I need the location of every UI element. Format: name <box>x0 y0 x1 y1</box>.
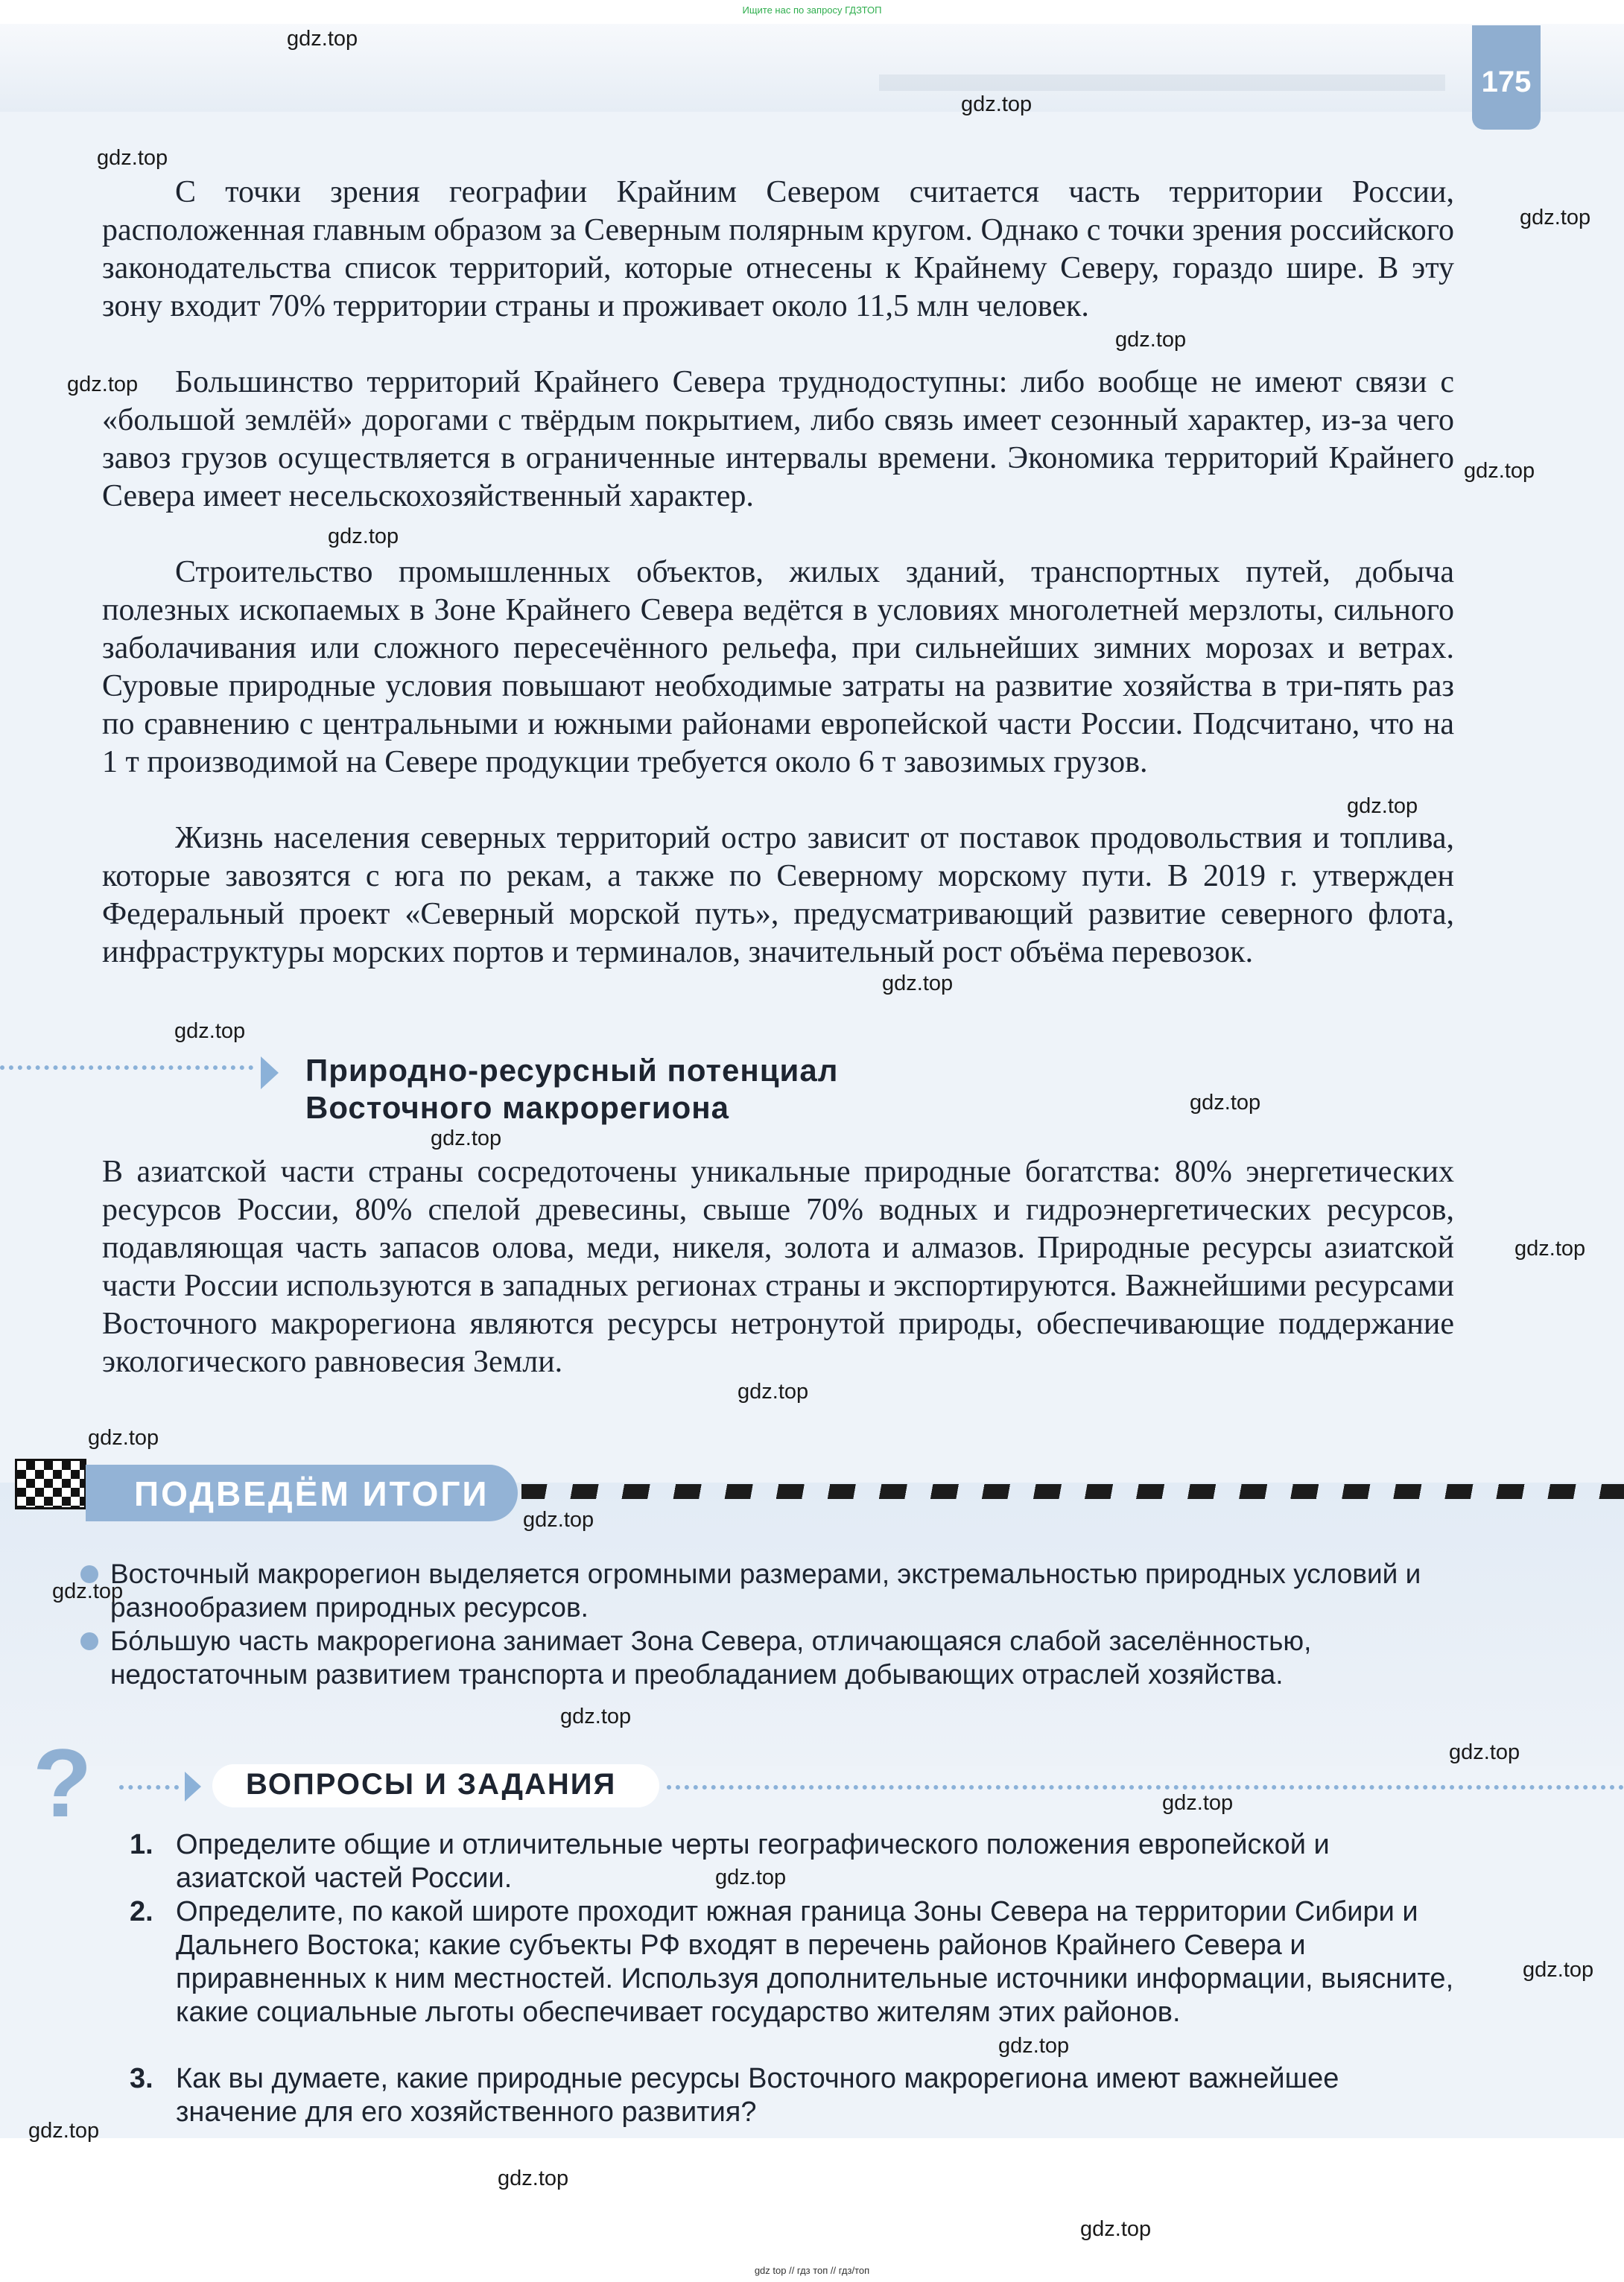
question-mark-icon: ? <box>33 1728 92 1837</box>
watermark: gdz.top <box>523 1508 594 1532</box>
watermark: gdz.top <box>1115 328 1187 352</box>
watermark: gdz.top <box>1514 1237 1586 1261</box>
question-text: Определите общие и отличительные черты географического положения европейской и азиатской частей России. <box>176 1829 1330 1894</box>
question-number: 3. <box>130 2063 153 2094</box>
paragraph-accessibility: Большинство территорий Крайнего Севера труднодоступны: либо вообще не имеют связи с «большой землёй» дорогами с твёрдым покрытием, либо связь имеет сезонный характер, из-за чего завоз грузов осуществляется в ограниченные интервалы времени. Экономика территорий Крайнего Севера имеет несельскохозяйственный характер. <box>102 365 1454 513</box>
question-item-2 <box>130 1895 1459 2029</box>
page-number-tab <box>1472 25 1541 130</box>
summary-dashed-line <box>521 1484 1624 1499</box>
question-item-3 <box>130 2062 1459 2129</box>
questions-dotted-line-right <box>667 1785 1624 1790</box>
section-arrow-icon <box>261 1056 279 1089</box>
paragraph-supply: Жизнь населения северных территорий остро зависит от поставок продовольствия и топлива, которые завозятся с юга по рекам, а также по Северному морскому пути. В 2019 г. утвержден Федеральный проект «Северный морской путь», предусматривающий развитие северного флота, инфраструктуры морских портов и терминалов, значительный рост объёма перевозок. <box>102 821 1454 969</box>
question-number: 1. <box>130 1829 153 1860</box>
summary-item: Восточный макрорегион выделяется огромными размерами, экстремальностью природных условий и разнообразием природных ресурсов. <box>110 1557 1451 1624</box>
watermark: gdz.top <box>67 373 139 396</box>
running-header <box>0 24 1624 112</box>
summary-title: ПОДВЕДЁМ ИТОГИ <box>134 1474 489 1513</box>
watermark: gdz.top <box>1523 1958 1594 1982</box>
top-banner: Ищите нас по запросу ГДЗТОП <box>742 4 882 16</box>
watermark: gdz.top <box>1080 2217 1152 2241</box>
question-item-1 <box>130 1828 1459 1895</box>
watermark: gdz.top <box>961 92 1033 116</box>
summary-item: Бо́льшую часть макрорегиона занимает Зона Севера, отличающаяся слабой заселённостью, недостаточным развитием транспорта и преобладанием добывающих отраслей хозяйства. <box>110 1624 1451 1691</box>
bullet-dot-icon <box>80 1632 98 1650</box>
watermark: gdz.top <box>1449 1740 1520 1764</box>
questions-dotted-line-left <box>119 1785 179 1790</box>
questions-title: ВОПРОСЫ И ЗАДАНИЯ <box>246 1768 617 1801</box>
watermark: gdz.top <box>52 1579 124 1603</box>
section-heading <box>305 1052 838 1126</box>
watermark: gdz.top <box>882 972 954 995</box>
section-heading-line1: Природно-ресурсный потенциал <box>305 1053 839 1088</box>
running-header-text <box>879 75 1445 91</box>
paragraph-construction: Строительство промышленных объектов, жилых зданий, транспортных путей, добыча полезных ископаемых в Зоне Крайнего Севера ведётся в условиях многолетней мерзлоты, сильного заболачивания или сложного пересечённого рельефа, при сильнейших зимних морозах и ветрах. Суровые природные условия повышают необходимые затраты на развитие хозяйства в три-пять раз по сравнению с центральными и южными районами европейской части России. Подсчитано, что на 1 т производимой на Севере продукции требуется около 6 т завозимых грузов. <box>102 555 1454 779</box>
question-number: 2. <box>130 1896 153 1927</box>
watermark: gdz.top <box>715 1866 787 1889</box>
watermark: gdz.top <box>1464 459 1535 483</box>
watermark: gdz.top <box>287 27 358 51</box>
watermark: gdz.top <box>1520 206 1591 229</box>
watermark: gdz.top <box>174 1019 246 1043</box>
watermark: gdz.top <box>97 146 168 170</box>
watermark: gdz.top <box>738 1380 809 1404</box>
paragraph-far-north-definition: С точки зрения географии Крайним Севером считается часть территории России, расположенная главным образом за Северным полярным кругом. Однако с точки зрения российского законодательства список территорий, которые отнесены к Крайнему Северу, гораздо шире. В эту зону входит 70% территории страны и проживает около 11,5 млн человек. <box>102 175 1454 323</box>
question-text: Определите, по какой широте проходит южная граница Зоны Севера на территории Сибири и Дальнего Востока; какие субъекты РФ входят в перечень районов Крайнего Севера и приравненных к ним местностей. Используя дополнительные источники информации, выясните, какие социальные льготы обеспечивает государство жителям этих районов. <box>176 1896 1454 2028</box>
paragraph-resources: В азиатской части страны сосредоточены уникальные природные богатства: 80% энергетических ресурсов России, 80% спелой древесины, свыше 70% водных и гидроэнергетических ресурсов, подавляющая часть запасов олова, меди, никеля, золота и алмазов. Природные ресурсы азиатской части России используются в западных регионах страны и экспортируются. Важнейшими ресурсами Восточного макрорегиона являются ресурсы нетронутой природы, обеспечивающие поддержание экологического равновесия Земли. <box>102 1155 1454 1379</box>
section-dotted-line <box>0 1065 253 1070</box>
watermark: gdz.top <box>28 2119 100 2143</box>
watermark: gdz.top <box>1347 794 1418 818</box>
watermark: gdz.top <box>88 1426 159 1450</box>
watermark: gdz.top <box>998 2034 1070 2058</box>
watermark: gdz.top <box>1162 1791 1234 1815</box>
watermark: gdz.top <box>431 1126 502 1150</box>
watermark: gdz.top <box>1190 1091 1261 1115</box>
watermark: gdz.top <box>328 524 399 548</box>
watermark: gdz.top <box>498 2167 569 2190</box>
question-text: Как вы думаете, какие природные ресурсы Восточного макрорегиона имеют важнейшее значение для его хозяйственного развития? <box>176 2063 1339 2128</box>
section-heading-line2: Восточного макрорегиона <box>305 1090 729 1125</box>
questions-arrow-icon <box>185 1772 201 1801</box>
watermark: gdz.top <box>560 1705 632 1728</box>
page-number: 175 <box>1481 66 1532 98</box>
bottom-banner: gdz top // гдз топ // гдз/топ <box>754 2265 870 2276</box>
checkered-flag-icon <box>15 1459 86 1509</box>
bottom-margin <box>0 2138 1624 2282</box>
